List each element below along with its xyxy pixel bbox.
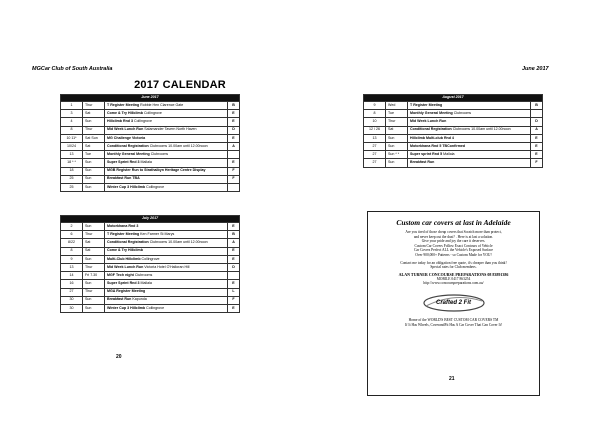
category-cell: E (227, 118, 239, 126)
category-cell: D (228, 263, 240, 271)
event-cell (105, 304, 228, 312)
category-cell: E (228, 223, 240, 231)
august-calendar-table (363, 94, 543, 168)
month-title: July 2017 (61, 216, 240, 223)
table-row (61, 272, 240, 280)
table-row (364, 159, 543, 167)
month-title: June 2017 (61, 95, 240, 102)
date-cell: 9 (364, 102, 386, 110)
day-cell: Sun (83, 167, 105, 175)
event-cell (105, 231, 228, 239)
date-cell: 8 (61, 126, 83, 134)
table-row (364, 151, 543, 159)
event-cell (105, 167, 228, 175)
event-location: Ken Farmer St Marys (139, 231, 175, 236)
july-calendar-table (60, 215, 240, 313)
event-name: Conditional Registration (107, 240, 149, 245)
date-cell: 3 (61, 110, 83, 118)
table-row (61, 255, 240, 263)
category-cell: E (531, 151, 543, 159)
table-row (61, 288, 240, 296)
day-cell: Sun (83, 175, 105, 183)
event-cell (408, 102, 531, 110)
day-cell: Thur (83, 231, 105, 239)
table-row (61, 151, 240, 159)
day-cell: Sun (386, 159, 408, 167)
event-name: Super Sprint Rnd 3 (107, 160, 140, 165)
table-row (364, 118, 543, 126)
table-row (61, 183, 240, 191)
date-cell: 4 (61, 118, 83, 126)
crafted-2-fit-logo (414, 292, 494, 314)
table-row (364, 102, 543, 110)
table-row (61, 167, 240, 175)
event-location: Clubrooms (149, 151, 169, 156)
event-cell (105, 126, 228, 134)
category-cell: F (228, 296, 240, 304)
day-cell: Sat (83, 110, 105, 118)
event-cell (408, 134, 531, 142)
day-cell: Thur (386, 118, 408, 126)
table-row (61, 175, 240, 183)
day-cell: Sun (386, 142, 408, 150)
event-name: T Register Meeting (107, 231, 140, 236)
category-cell: E (227, 134, 239, 142)
event-cell (408, 126, 531, 134)
table-row (364, 134, 543, 142)
date-cell: 10 11* (61, 134, 83, 142)
event-cell (105, 288, 228, 296)
date-cell: 13 (61, 263, 83, 271)
advert-footer: Home of the WORLD'S BEST CUSTOM CAR COVERS TM (408, 317, 499, 322)
category-cell: E (228, 280, 240, 288)
date-cell: 2 (61, 223, 83, 231)
date-cell: 16 (61, 280, 83, 288)
event-cell (105, 280, 228, 288)
page-number-right: 21 (449, 376, 455, 382)
advert-footer: If It Has Wheels, CoverandFit Has A Car Cover That Can Cover It! (405, 322, 502, 327)
day-cell: Sat (83, 239, 105, 247)
table-row (61, 231, 240, 239)
table-row (61, 102, 240, 110)
event-cell (105, 263, 228, 271)
date-cell: 30 (61, 296, 83, 304)
category-cell: E (228, 304, 240, 312)
day-cell: Sun (83, 223, 105, 231)
event-cell (105, 159, 228, 167)
event-cell (105, 272, 228, 280)
event-name: Conditional Registration (107, 143, 149, 148)
date-cell: 10/24 (61, 142, 83, 150)
event-name: Breakfast Run TBA (107, 176, 140, 181)
date-cell: 27 (364, 142, 386, 150)
event-cell (105, 296, 228, 304)
event-cell (105, 110, 228, 118)
category-cell: F (531, 159, 543, 167)
event-name: MGF Tech night (107, 272, 134, 277)
event-name: Super Sprint Rnd 3 (107, 281, 140, 286)
category-cell: E (228, 255, 240, 263)
day-cell: Sat (83, 142, 105, 150)
date-cell: 8 (61, 247, 83, 255)
day-cell: Thur (83, 288, 105, 296)
date-cell: 6 (61, 231, 83, 239)
event-location: Kapunda (131, 297, 147, 302)
event-cell (408, 159, 531, 167)
event-location: Collingrove (132, 119, 152, 124)
event-name: Breakfast Run (410, 160, 435, 165)
day-cell: Sun (386, 134, 408, 142)
event-cell (408, 142, 531, 150)
category-cell: B (227, 102, 239, 110)
day-cell: Sun (83, 255, 105, 263)
date-cell: 27 (364, 151, 386, 159)
category-cell: A (227, 142, 239, 150)
date-cell: 25 (61, 175, 83, 183)
page-title: 2017 CALENDAR (134, 79, 226, 91)
page-number-left: 20 (116, 354, 122, 360)
category-cell: B (228, 231, 240, 239)
date-cell: 13 (61, 151, 83, 159)
table-row (364, 142, 543, 150)
event-name: MGB Register Run to Strathalbyn Heritage Centre Display (107, 168, 206, 173)
advert-line: Car Covers Perfect ALL the Vehicle's Exposed Surface (414, 248, 493, 253)
category-cell: D (227, 126, 239, 134)
category-cell: F (227, 175, 239, 183)
day-cell: Thur (83, 102, 105, 110)
advert-title: Custom car covers at last in Adelaide (396, 218, 511, 227)
advert-mobile: MOBILE 0417 863254 (436, 276, 471, 281)
event-name: Breakfast Run (107, 297, 132, 302)
category-cell: D (531, 118, 543, 126)
table-row (61, 296, 240, 304)
event-location: Collingrove (145, 305, 165, 310)
day-cell: Sun (83, 183, 105, 191)
event-name: Super sprint Rnd 5 (410, 151, 443, 156)
date-cell: 30 (61, 304, 83, 312)
event-location: Mallala (139, 281, 152, 286)
table-row (61, 118, 240, 126)
day-cell: Sat (386, 126, 408, 134)
table-row (61, 134, 240, 142)
event-location: Clubrooms 10.00am until 12.00noon (451, 127, 511, 132)
event-name: Winter Cup 3 Hillclimb (107, 184, 146, 189)
event-location: Clubrooms 10.00am until 12.00noon (148, 240, 208, 245)
category-cell: F (227, 167, 239, 175)
date-cell: 9 (61, 255, 83, 263)
month-title: August 2017 (364, 95, 543, 102)
event-name: Multi-Club Hillclimb (107, 256, 141, 261)
event-name: MG Challenge Victoria (107, 135, 146, 140)
date-cell: 25 (61, 183, 83, 191)
event-location: Collingrove (142, 110, 162, 115)
day-cell: Wed (386, 102, 408, 110)
event-cell (105, 183, 228, 191)
table-row (61, 142, 240, 150)
event-location: Clubrooms (133, 272, 153, 277)
day-cell: Sun * * (386, 151, 408, 159)
advert-line: Special rates for Club members. (430, 265, 477, 270)
event-name: Monthly General Meeting (107, 151, 150, 156)
event-name: Monthly General Meeting (410, 110, 453, 115)
event-name: Motorkhana Rnd 5 TBConfirmed (410, 143, 466, 148)
advert-line: and never keep out the dust? . Here is at last a solution. (413, 234, 494, 239)
event-name: Mid Week Lunch Run (410, 119, 447, 124)
event-location: Mallala (139, 160, 152, 165)
day-cell: Sun (83, 280, 105, 288)
table-row (364, 126, 543, 134)
advert-line: Over 900,000+ Patterns - so Custom Made for YOU! (415, 252, 492, 257)
category-cell (227, 151, 239, 159)
day-cell: Sun (83, 159, 105, 167)
event-location: Salamander Tavern North Haven (143, 127, 197, 132)
day-cell: Thur (83, 263, 105, 271)
advert-line: Give your pride and joy the care it deserves. (421, 239, 486, 244)
category-cell: E (531, 134, 543, 142)
date-cell: 8 (364, 110, 386, 118)
category-cell (531, 110, 543, 118)
table-row (61, 159, 240, 167)
table-row (61, 239, 240, 247)
table-row (61, 280, 240, 288)
club-header: MGCar Club of South Australia (32, 66, 113, 72)
table-row (61, 126, 240, 134)
event-cell (105, 151, 228, 159)
advert-website[interactable]: http://www.concourspreparations.com.au/ (423, 281, 484, 286)
event-cell (105, 134, 228, 142)
category-cell: A (228, 239, 240, 247)
table-row (61, 304, 240, 312)
category-cell (227, 183, 239, 191)
date-cell: 10 (364, 118, 386, 126)
event-cell (105, 175, 228, 183)
month-header: June 2017 (522, 66, 549, 72)
day-cell: Sun (83, 296, 105, 304)
date-cell: 12 / 26 (364, 126, 386, 134)
day-cell: Tue (83, 151, 105, 159)
date-cell: 14 (61, 272, 83, 280)
event-cell (408, 151, 531, 159)
date-cell: 8/22 (61, 239, 83, 247)
event-name: T Register Meeting (410, 102, 443, 107)
event-cell (105, 118, 228, 126)
event-name: Motorkhana Rnd 3 (107, 223, 139, 228)
event-location: Collingrove (145, 184, 165, 189)
date-cell: 18 * * (61, 159, 83, 167)
category-cell: E (531, 142, 543, 150)
event-cell (105, 255, 228, 263)
date-cell: 27 (364, 159, 386, 167)
table-row (61, 223, 240, 231)
category-cell: A (531, 126, 543, 134)
day-cell: Fri 7.30 (83, 272, 105, 280)
table-row (364, 110, 543, 118)
event-location: Mallala (442, 151, 455, 156)
event-name: Mid Week Lunch Run (107, 264, 144, 269)
event-location: Victoria Hotel O'Halloran Hill (143, 264, 190, 269)
event-location: Collingrove (140, 256, 160, 261)
event-name: Conditional Registration (410, 127, 452, 132)
day-cell: Tue (386, 110, 408, 118)
date-cell: 13 (364, 134, 386, 142)
event-cell (408, 118, 531, 126)
event-cell (105, 239, 228, 247)
event-name: MGA Register Meeting (107, 289, 146, 294)
advert-line: Custom Car Covers Follow Exact Contours of Vehicle (414, 243, 493, 248)
table-row (61, 263, 240, 271)
event-cell (105, 142, 228, 150)
event-location: Robbie Hen Clarence Gate (139, 102, 184, 107)
table-row (61, 110, 240, 118)
category-cell (228, 272, 240, 280)
car-cover-advert (367, 211, 540, 396)
event-cell (105, 247, 228, 255)
day-cell: Sat Sun (83, 134, 105, 142)
event-name: T Register Meeting (107, 102, 140, 107)
table-row (61, 247, 240, 255)
advert-contact: ALAN TURNER CONCOURSE PREPARATIONS 08 83891386 (398, 271, 509, 277)
category-cell: E (227, 110, 239, 118)
logo-text: Crafted 2 Fit (435, 299, 471, 306)
day-cell: Thur (83, 126, 105, 134)
event-cell (408, 110, 531, 118)
june-calendar-table (60, 94, 240, 192)
day-cell: Sun (83, 118, 105, 126)
event-name: Hillclimb Multi-club Rnd 4 (410, 135, 454, 140)
advert-line: Contact me today for an obligation free quote, it's cheaper than you think! (400, 260, 507, 265)
category-cell: B (531, 102, 543, 110)
event-name: Come & Try Hillclimb (107, 248, 143, 253)
event-name: Hillclimb Rnd 3 (107, 119, 133, 124)
event-location: Clubrooms (452, 110, 472, 115)
date-cell: 1 (61, 102, 83, 110)
event-location: Clubrooms 10.00am until 12.00noon (148, 143, 208, 148)
event-name: Mid Week Lunch Run (107, 127, 144, 132)
category-cell: E (227, 159, 239, 167)
event-cell (105, 223, 228, 231)
event-name: Winter Cup 3 Hillclimb (107, 305, 146, 310)
category-cell: E (228, 247, 240, 255)
event-name: Come & Try Hillclimb (107, 110, 143, 115)
event-cell (105, 102, 228, 110)
date-cell: 18 (61, 167, 83, 175)
day-cell: Sat (83, 247, 105, 255)
category-cell: L (228, 288, 240, 296)
advert-line: Are you tired of those cheap covers that Scratch more than protect, (405, 230, 502, 234)
date-cell: 27 (61, 288, 83, 296)
day-cell: Sun (83, 304, 105, 312)
